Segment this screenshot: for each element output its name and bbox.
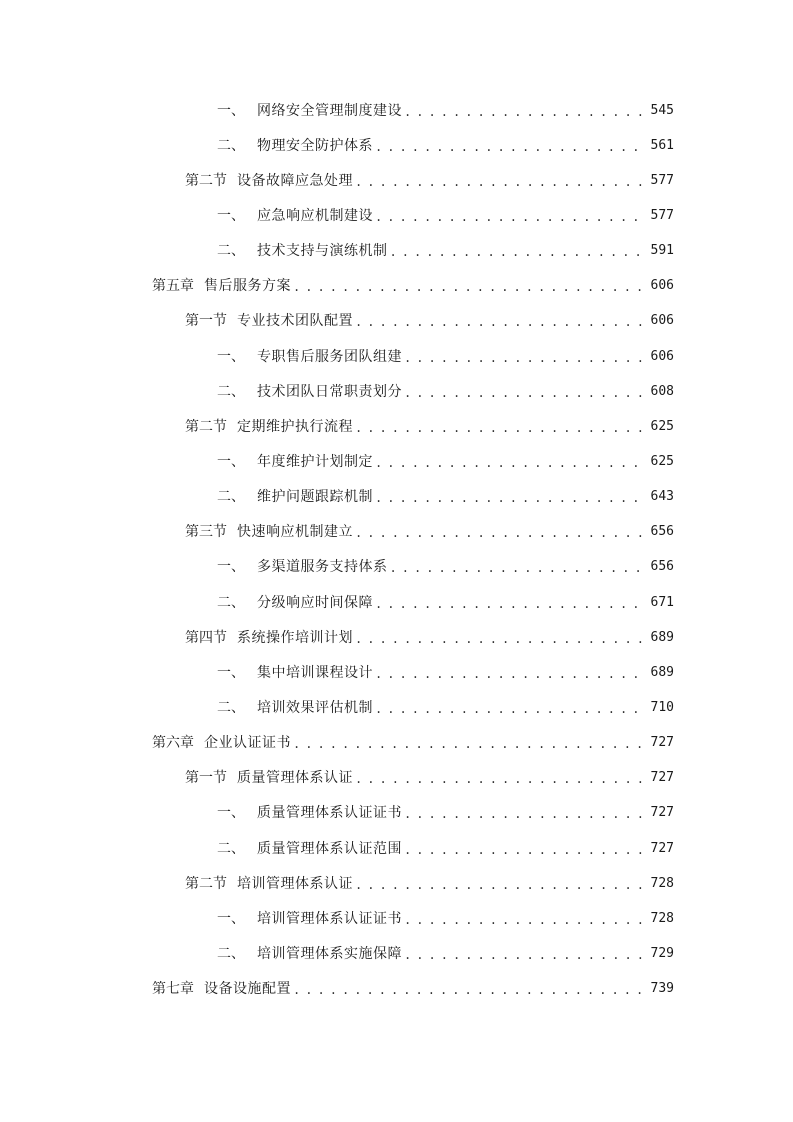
toc-entry-title: 企业认证证书 (204, 735, 291, 752)
toc-entry-page-number: 739 (650, 981, 674, 997)
toc-entry-title: 专业技术团队配置 (237, 313, 353, 330)
toc-entry-page-number: 625 (650, 418, 674, 434)
toc-entry-page-number: 656 (650, 524, 674, 540)
toc-entry-level-3[interactable] (0, 339, 793, 374)
toc-entry-title: 技术支持与演练机制 (257, 243, 388, 260)
toc-dot-leader (375, 453, 647, 473)
toc-entry-page-number: 643 (650, 489, 674, 505)
toc-entry-number: 第一节 (185, 313, 227, 330)
toc-dot-leader (404, 840, 647, 860)
toc-entry-page-number: 625 (650, 453, 674, 469)
toc-dot-leader (390, 242, 647, 262)
toc-entry-level-2[interactable] (0, 761, 793, 796)
toc-entry-level-3[interactable] (0, 550, 793, 585)
toc-dot-leader (404, 804, 647, 824)
toc-entry-title: 定期维护执行流程 (237, 418, 353, 435)
toc-dot-leader (355, 312, 647, 332)
toc-dot-leader (375, 488, 647, 508)
toc-entry-level-3[interactable] (0, 690, 793, 725)
toc-dot-leader (404, 945, 647, 965)
toc-entry-level-2[interactable] (0, 163, 793, 198)
toc-entry-page-number: 727 (650, 805, 674, 821)
toc-entry-level-2[interactable] (0, 866, 793, 901)
toc-entry-page-number: 728 (650, 875, 674, 891)
toc-entry-number: 第二节 (185, 172, 227, 189)
toc-dot-leader (375, 137, 647, 157)
toc-entry-level-3[interactable] (0, 234, 793, 269)
toc-entry-title: 分级响应时间保障 (257, 594, 373, 611)
toc-entry-page-number: 577 (650, 172, 674, 188)
toc-dot-leader (375, 594, 647, 614)
toc-entry-number: 一、 (217, 453, 245, 470)
toc-entry-number: 一、 (217, 805, 245, 822)
toc-entry-title: 网络安全管理制度建设 (257, 102, 402, 119)
toc-dot-leader (293, 980, 647, 1000)
toc-entry-title: 年度维护计划制定 (257, 453, 373, 470)
toc-entry-page-number: 606 (650, 313, 674, 329)
toc-entry-level-3[interactable] (0, 128, 793, 163)
toc-entry-level-3[interactable] (0, 93, 793, 128)
toc-entry-level-2[interactable] (0, 620, 793, 655)
toc-entry-title: 培训管理体系认证 (237, 875, 353, 892)
toc-entry-number: 一、 (217, 559, 245, 576)
toc-entry-number: 第一节 (185, 770, 227, 787)
toc-entry-number: 二、 (217, 840, 245, 857)
toc-dot-leader (375, 699, 647, 719)
toc-entry-page-number: 689 (650, 629, 674, 645)
toc-entry-number: 第四节 (185, 629, 227, 646)
toc-dot-leader (355, 769, 647, 789)
toc-entry-title: 快速响应机制建立 (237, 524, 353, 541)
toc-entry-level-3[interactable] (0, 374, 793, 409)
toc-entry-title: 质量管理体系认证 (237, 770, 353, 787)
toc-entry-number: 一、 (217, 207, 245, 224)
toc-dot-leader (404, 348, 647, 368)
toc-entry-title: 集中培训课程设计 (257, 664, 373, 681)
toc-entry-title: 专职售后服务团队组建 (257, 348, 402, 365)
toc-entry-level-3[interactable] (0, 585, 793, 620)
toc-entry-number: 第三节 (185, 524, 227, 541)
toc-entry-level-3[interactable] (0, 480, 793, 515)
toc-entry-number: 一、 (217, 348, 245, 365)
toc-entry-page-number: 656 (650, 559, 674, 575)
toc-entry-page-number: 727 (650, 770, 674, 786)
toc-entry-level-2[interactable] (0, 304, 793, 339)
toc-dot-leader (404, 102, 647, 122)
toc-dot-leader (355, 523, 647, 543)
toc-entry-title: 物理安全防护体系 (257, 137, 373, 154)
toc-entry-number: 二、 (217, 489, 245, 506)
toc-entry-title: 应急响应机制建设 (257, 207, 373, 224)
toc-entry-title: 培训管理体系认证证书 (257, 910, 402, 927)
toc-dot-leader (355, 629, 647, 649)
table-of-contents (0, 93, 793, 1007)
toc-entry-level-3[interactable] (0, 444, 793, 479)
toc-entry-page-number: 591 (650, 243, 674, 259)
toc-entry-number: 二、 (217, 945, 245, 962)
toc-entry-title: 培训效果评估机制 (257, 699, 373, 716)
toc-entry-level-3[interactable] (0, 655, 793, 690)
toc-entry-page-number: 545 (650, 102, 674, 118)
toc-entry-level-2[interactable] (0, 515, 793, 550)
toc-entry-level-3[interactable] (0, 831, 793, 866)
toc-entry-page-number: 606 (650, 278, 674, 294)
toc-entry-title: 设备设施配置 (204, 981, 291, 998)
toc-dot-leader (375, 207, 647, 227)
toc-entry-page-number: 608 (650, 383, 674, 399)
toc-entry-page-number: 689 (650, 664, 674, 680)
toc-dot-leader (404, 910, 647, 930)
toc-entry-number: 二、 (217, 243, 245, 260)
toc-entry-number: 第七章 (152, 981, 194, 998)
toc-entry-level-1[interactable] (0, 972, 793, 1007)
toc-entry-number: 第六章 (152, 735, 194, 752)
toc-dot-leader (293, 277, 647, 297)
toc-entry-page-number: 710 (650, 699, 674, 715)
toc-entry-title: 多渠道服务支持体系 (257, 559, 388, 576)
toc-entry-number: 第五章 (152, 278, 194, 295)
toc-entry-title: 培训管理体系实施保障 (257, 945, 402, 962)
toc-entry-level-1[interactable] (0, 726, 793, 761)
toc-dot-leader (404, 383, 647, 403)
toc-entry-title: 售后服务方案 (204, 278, 291, 295)
toc-dot-leader (355, 418, 647, 438)
toc-entry-number: 一、 (217, 664, 245, 681)
toc-entry-number: 一、 (217, 102, 245, 119)
toc-entry-page-number: 606 (650, 348, 674, 364)
toc-dot-leader (293, 734, 647, 754)
toc-entry-level-3[interactable] (0, 901, 793, 936)
toc-entry-page-number: 727 (650, 735, 674, 751)
toc-entry-number: 第二节 (185, 875, 227, 892)
toc-entry-page-number: 671 (650, 594, 674, 610)
toc-entry-level-3[interactable] (0, 796, 793, 831)
toc-entry-page-number: 561 (650, 137, 674, 153)
toc-entry-level-1[interactable] (0, 269, 793, 304)
toc-entry-page-number: 727 (650, 840, 674, 856)
toc-entry-page-number: 729 (650, 945, 674, 961)
toc-entry-title: 维护问题跟踪机制 (257, 489, 373, 506)
toc-entry-number: 一、 (217, 910, 245, 927)
toc-entry-title: 质量管理体系认证范围 (257, 840, 402, 857)
toc-entry-title: 系统操作培训计划 (237, 629, 353, 646)
toc-entry-title: 质量管理体系认证证书 (257, 805, 402, 822)
toc-entry-number: 二、 (217, 594, 245, 611)
toc-entry-level-2[interactable] (0, 409, 793, 444)
toc-dot-leader (375, 664, 647, 684)
toc-entry-title: 设备故障应急处理 (237, 172, 353, 189)
toc-dot-leader (355, 875, 647, 895)
toc-entry-page-number: 728 (650, 910, 674, 926)
toc-dot-leader (355, 172, 647, 192)
toc-entry-level-3[interactable] (0, 198, 793, 233)
toc-entry-number: 二、 (217, 699, 245, 716)
toc-entry-number: 二、 (217, 137, 245, 154)
toc-dot-leader (390, 558, 647, 578)
toc-entry-number: 二、 (217, 383, 245, 400)
toc-entry-page-number: 577 (650, 207, 674, 223)
toc-entry-number: 第二节 (185, 418, 227, 435)
toc-entry-level-3[interactable] (0, 936, 793, 971)
toc-entry-title: 技术团队日常职责划分 (257, 383, 402, 400)
